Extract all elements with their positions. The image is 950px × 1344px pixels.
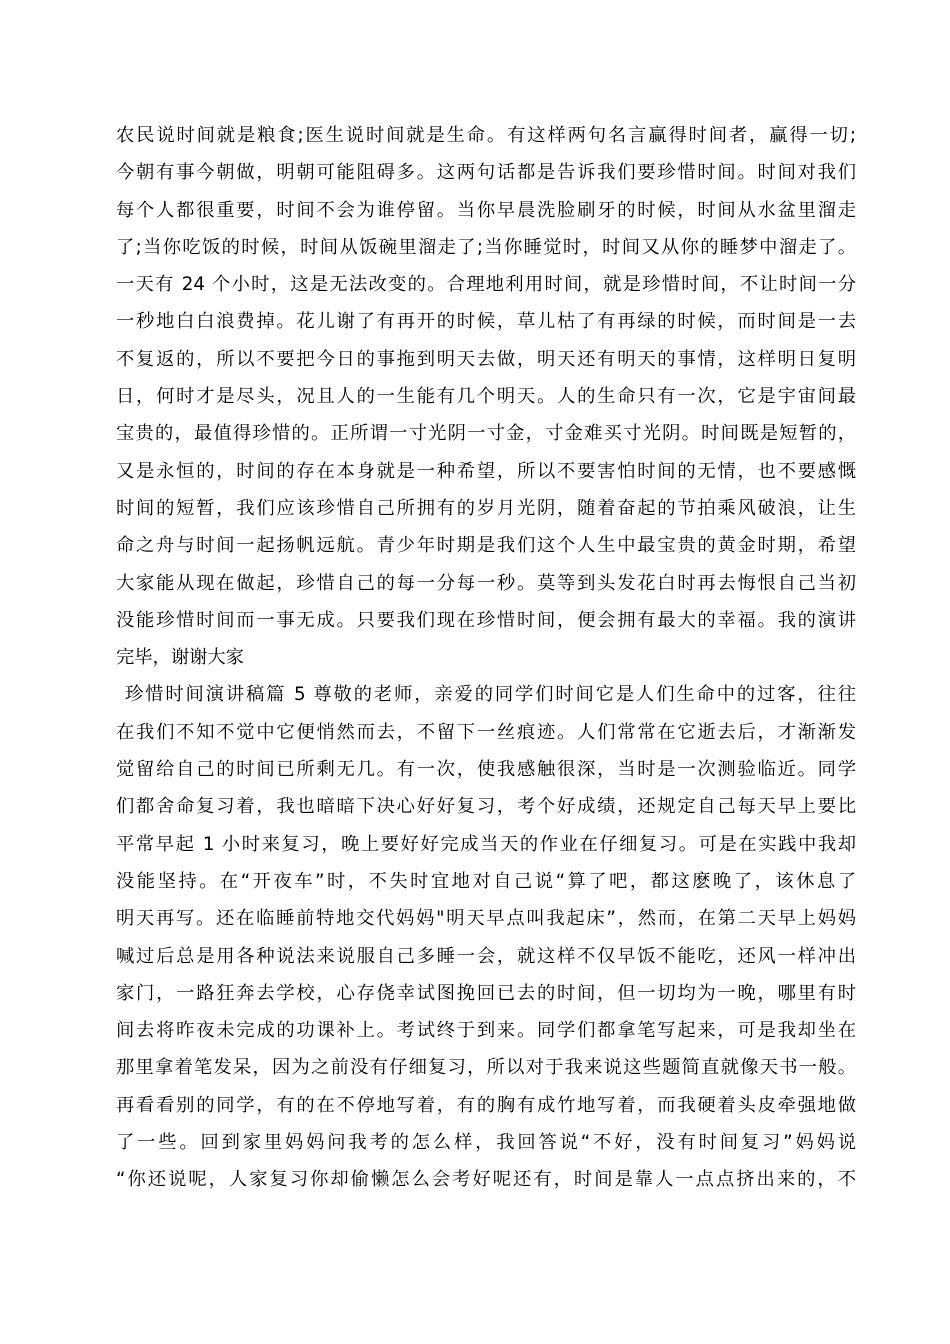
text-line: 觉留给自己的时间已所剩无几。有一次，使我感触很深，当时是一次测验临近。同学 — [116, 759, 856, 781]
text-line: 完毕，谢谢大家 — [116, 647, 244, 669]
text-line: 再看看别的同学，有的在不停地写着，有的胸有成竹地写着，而我硬着头皮牵强地做 — [116, 1094, 856, 1116]
text-line: 一秒地白白浪费掉。花儿谢了有再开的时候，草儿枯了有再绿的时候，而时间是一去 — [116, 311, 856, 333]
text-line: 今朝有事今朝做，明朝可能阻碍多。这两句话都是告诉我们要珍惜时间。时间对我们 — [116, 162, 856, 184]
text-line: 时间的短暂，我们应该珍惜自己所拥有的岁月光阴，随着奋起的节拍乘风破浪，让生 — [116, 497, 856, 519]
text-line: 命之舟与时间一起扬帆远航。青少年时期是我们这个人生中最宝贵的黄金时期，希望 — [116, 535, 856, 557]
text-line: 大家能从现在做起，珍惜自己的每一分每一秒。莫等到头发花白时再去悔恨自己当初 — [116, 572, 856, 594]
text-line: 那里拿着笔发呆，因为之前没有仔细复习，所以对于我来说这些题简直就像天书一般。 — [116, 1057, 856, 1079]
text-line: 在我们不知不觉中它便悄然而去，不留下一丝痕迹。人们常常在它逝去后，才渐渐发 — [116, 721, 856, 743]
text-line: 不复返的，所以不要把今日的事拖到明天去做，明天还有明天的事情，这样明日复明 — [116, 348, 856, 370]
text-line: 没能坚持。在“开夜车”时，不失时宜地对自己说“算了吧，都这麽晚了，该休息了 — [116, 870, 856, 892]
text-line: 又是永恒的，时间的存在本身就是一种希望，所以不要害怕时间的无情，也不要感慨 — [116, 460, 856, 482]
text-line: “你还说呢，人家复习你却偷懒怎么会考好呢还有，时间是靠人一点点挤出来的，不 — [116, 1169, 856, 1191]
text-line: 平常早起 1 小时来复习，晚上要好好完成当天的作业在仔细复习。可是在实践中我却 — [116, 833, 856, 855]
text-line: 日，何时才是尽头，况且人的一生能有几个明天。人的生命只有一次，它是宇宙间最 — [116, 386, 856, 408]
text-line: 农民说时间就是粮食;医生说时间就是生命。有这样两句名言赢得时间者，赢得一切; — [116, 125, 856, 146]
text-line: 没能珍惜时间而一事无成。只要我们现在珍惜时间，便会拥有最大的幸福。我的演讲 — [116, 609, 856, 631]
text-line: 们都舍命复习着，我也暗暗下决心好好复习，考个好成绩，还规定自己每天早上要比 — [116, 796, 856, 818]
text-line: 宝贵的，最值得珍惜的。正所谓一寸光阴一寸金，寸金难买寸光阴。时间既是短暂的， — [116, 423, 856, 445]
text-line: 了;当你吃饭的时候，时间从饭碗里溜走了;当你睡觉时，时间又从你的睡梦中溜走了。 — [116, 236, 856, 258]
text-line: 了一些。回到家里妈妈问我考的怎么样，我回答说“不好，没有时间复习”妈妈说 — [116, 1132, 856, 1154]
text-line: 间去将昨夜未完成的功课补上。考试终于到来。同学们都拿笔写起来，可是我却坐在 — [116, 1020, 856, 1042]
text-line: 一天有 24 个小时，这是无法改变的。合理地利用时间，就是珍惜时间，不让时间一分 — [116, 274, 856, 296]
text-line: 明天再写。还在临睡前特地交代妈妈"明天早点叫我起床”，然而，在第二天早上妈妈 — [116, 908, 856, 930]
text-line: 每个人都很重要，时间不会为谁停留。当你早晨洗脸刷牙的时候，时间从水盆里溜走 — [116, 199, 856, 221]
section-start-line: 珍惜时间演讲稿篇 5 尊敬的老师，亲爱的同学们时间它是人们生命中的过客，往往 — [125, 684, 856, 706]
document-body — [116, 117, 856, 1199]
text-line: 喊过后总是用各种说法来说服自己多睡一会，就这样不仅早饭不能吃，还风一样冲出 — [116, 945, 856, 967]
text-line: 家门，一路狂奔去学校，心存侥幸试图挽回已去的时间，但一切均为一晚，哪里有时 — [116, 982, 856, 1004]
